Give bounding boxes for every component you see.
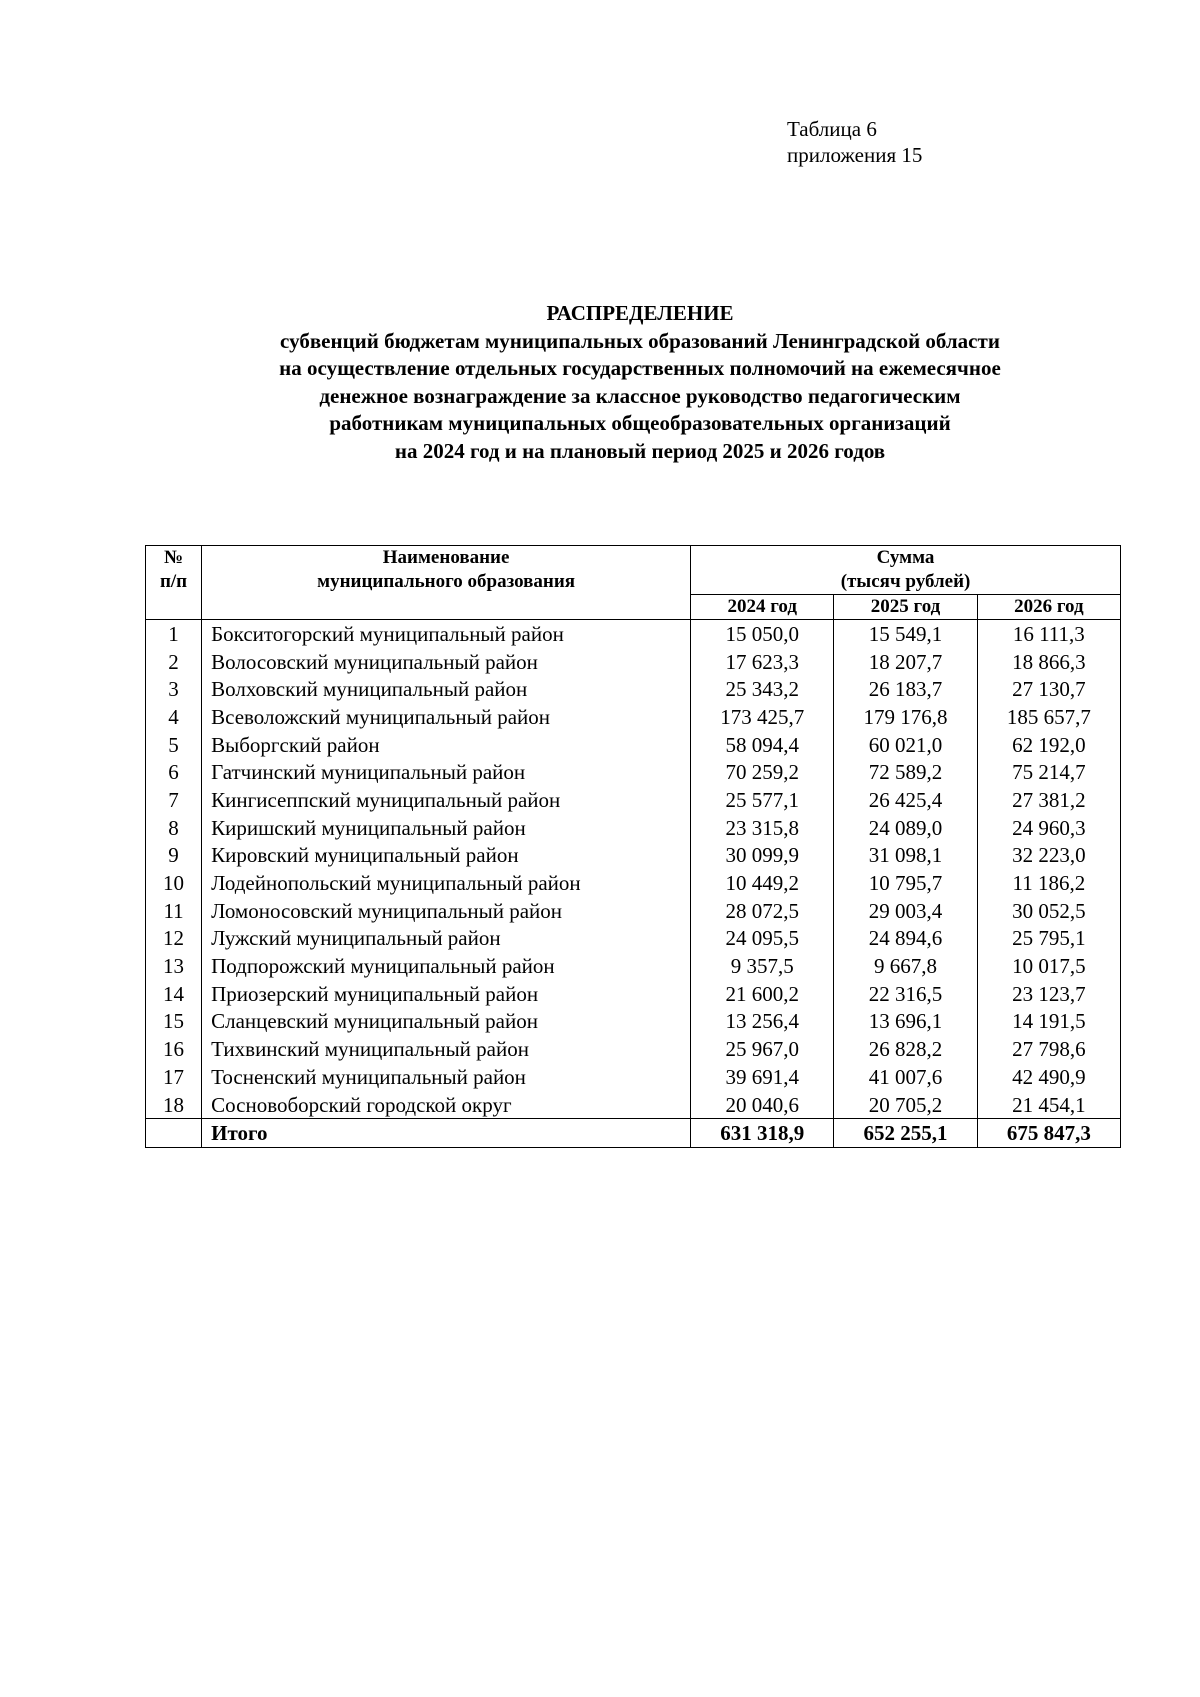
- row-municipality: Гатчинский муниципальный район: [202, 758, 691, 786]
- row-value-2025: 24 894,6: [834, 925, 977, 953]
- row-value-2026: 23 123,7: [977, 980, 1120, 1008]
- row-number: 1: [146, 620, 202, 648]
- table-row: [146, 842, 1121, 870]
- row-value-2025: 18 207,7: [834, 648, 977, 676]
- row-value-2024: 58 094,4: [691, 731, 834, 759]
- row-value-2025: 10 795,7: [834, 869, 977, 897]
- row-value-2026: 11 186,2: [977, 869, 1120, 897]
- row-value-2025: 24 089,0: [834, 814, 977, 842]
- row-value-2026: 30 052,5: [977, 897, 1120, 925]
- row-value-2026: 24 960,3: [977, 814, 1120, 842]
- row-value-2026: 62 192,0: [977, 731, 1120, 759]
- header-name-line-1: Наименование: [382, 547, 510, 568]
- row-value-2025: 26 183,7: [834, 675, 977, 703]
- header-year-2025: 2025 год: [834, 595, 977, 620]
- row-value-2024: 17 623,3: [691, 648, 834, 676]
- row-municipality: Тихвинский муниципальный район: [202, 1035, 691, 1063]
- total-2024: 631 318,9: [691, 1119, 834, 1148]
- title-line-1: субвенций бюджетам муниципальных образований Ленинградской области: [280, 328, 1000, 353]
- row-value-2025: 13 696,1: [834, 1008, 977, 1036]
- row-value-2025: 20 705,2: [834, 1091, 977, 1119]
- row-value-2026: 27 130,7: [977, 675, 1120, 703]
- row-municipality: Всеволожский муниципальный район: [202, 703, 691, 731]
- row-value-2024: 13 256,4: [691, 1008, 834, 1036]
- row-value-2025: 15 549,1: [834, 620, 977, 648]
- row-value-2025: 26 425,4: [834, 786, 977, 814]
- row-value-2025: 72 589,2: [834, 758, 977, 786]
- title-heading: РАСПРЕДЕЛЕНИЕ: [546, 301, 734, 325]
- total-2026: 675 847,3: [977, 1119, 1120, 1148]
- row-value-2024: 15 050,0: [691, 620, 834, 648]
- row-municipality: Приозерский муниципальный район: [202, 980, 691, 1008]
- table-row: [146, 952, 1121, 980]
- row-number: 18: [146, 1091, 202, 1119]
- row-value-2024: 39 691,4: [691, 1063, 834, 1091]
- row-municipality: Киришский муниципальный район: [202, 814, 691, 842]
- row-value-2025: 41 007,6: [834, 1063, 977, 1091]
- row-value-2024: 25 967,0: [691, 1035, 834, 1063]
- row-value-2026: 42 490,9: [977, 1063, 1120, 1091]
- row-number: 11: [146, 897, 202, 925]
- total-row: [146, 1119, 1121, 1148]
- row-municipality: Лужский муниципальный район: [202, 925, 691, 953]
- row-value-2026: 32 223,0: [977, 842, 1120, 870]
- row-municipality: Кингисеппский муниципальный район: [202, 786, 691, 814]
- row-number: 6: [146, 758, 202, 786]
- reference-line-2: приложения 15: [787, 143, 923, 167]
- row-number: 2: [146, 648, 202, 676]
- row-value-2024: 20 040,6: [691, 1091, 834, 1119]
- row-number: 8: [146, 814, 202, 842]
- row-value-2026: 25 795,1: [977, 925, 1120, 953]
- row-number: 5: [146, 731, 202, 759]
- table-row: [146, 1008, 1121, 1036]
- row-value-2025: 60 021,0: [834, 731, 977, 759]
- header-sum: [691, 546, 1121, 595]
- table-total: [146, 1119, 1121, 1148]
- row-value-2025: 179 176,8: [834, 703, 977, 731]
- title-line-2: на осуществление отдельных государственных полномочий на ежемесячное: [279, 356, 1001, 380]
- header-year-2024: 2024 год: [691, 595, 834, 620]
- row-municipality: Сланцевский муниципальный район: [202, 1008, 691, 1036]
- row-value-2024: 30 099,9: [691, 842, 834, 870]
- header-year-2026: 2026 год: [977, 595, 1120, 620]
- row-number: 3: [146, 675, 202, 703]
- row-value-2025: 26 828,2: [834, 1035, 977, 1063]
- row-value-2026: 14 191,5: [977, 1008, 1120, 1036]
- header-number: [146, 546, 202, 620]
- header-sum-line-2: (тысяч рублей): [840, 571, 971, 592]
- row-value-2024: 25 343,2: [691, 675, 834, 703]
- row-number: 17: [146, 1063, 202, 1091]
- table-row: [146, 758, 1121, 786]
- row-municipality: Выборгский район: [202, 731, 691, 759]
- table-row: [146, 1091, 1121, 1119]
- table-row: [146, 703, 1121, 731]
- row-value-2025: 31 098,1: [834, 842, 977, 870]
- row-value-2026: 18 866,3: [977, 648, 1120, 676]
- row-value-2024: 9 357,5: [691, 952, 834, 980]
- row-municipality: Подпорожский муниципальный район: [202, 952, 691, 980]
- header-name: [202, 546, 691, 620]
- row-value-2026: 185 657,7: [977, 703, 1120, 731]
- table-row: [146, 731, 1121, 759]
- table-reference: [787, 116, 922, 168]
- total-label: Итого: [202, 1119, 691, 1148]
- reference-line-1: Таблица 6: [787, 117, 877, 141]
- row-number: 13: [146, 952, 202, 980]
- row-municipality: Сосновоборский городской округ: [202, 1091, 691, 1119]
- row-value-2024: 24 095,5: [691, 925, 834, 953]
- row-value-2026: 10 017,5: [977, 952, 1120, 980]
- row-number: 7: [146, 786, 202, 814]
- row-municipality: Лодейнопольский муниципальный район: [202, 869, 691, 897]
- table-row: [146, 675, 1121, 703]
- row-value-2026: 27 798,6: [977, 1035, 1120, 1063]
- row-municipality: Ломоносовский муниципальный район: [202, 897, 691, 925]
- row-municipality: Бокситогорский муниципальный район: [202, 620, 691, 648]
- header-number-line-2: п/п: [159, 571, 188, 592]
- row-value-2024: 70 259,2: [691, 758, 834, 786]
- row-value-2024: 28 072,5: [691, 897, 834, 925]
- header-number-line-1: №: [164, 547, 184, 568]
- row-number: 16: [146, 1035, 202, 1063]
- total-2025: 652 255,1: [834, 1119, 977, 1148]
- row-value-2026: 21 454,1: [977, 1091, 1120, 1119]
- row-value-2024: 21 600,2: [691, 980, 834, 1008]
- row-value-2024: 173 425,7: [691, 703, 834, 731]
- table-row: [146, 620, 1121, 648]
- row-number: 15: [146, 1008, 202, 1036]
- table-row: [146, 1063, 1121, 1091]
- row-value-2025: 9 667,8: [834, 952, 977, 980]
- row-value-2024: 25 577,1: [691, 786, 834, 814]
- row-value-2025: 29 003,4: [834, 897, 977, 925]
- row-number: 9: [146, 842, 202, 870]
- table-row: [146, 648, 1121, 676]
- row-number: 12: [146, 925, 202, 953]
- table-row: [146, 897, 1121, 925]
- document-title: [140, 300, 1140, 465]
- total-number: [146, 1119, 202, 1148]
- table-row: [146, 925, 1121, 953]
- title-line-4: работникам муниципальных общеобразовательных организаций: [329, 411, 951, 435]
- row-value-2025: 22 316,5: [834, 980, 977, 1008]
- row-municipality: Тосненский муниципальный район: [202, 1063, 691, 1091]
- header-name-line-2: муниципального образования: [317, 571, 576, 592]
- title-line-3: денежное вознаграждение за классное руководство педагогическим: [319, 383, 961, 408]
- table-row: [146, 814, 1121, 842]
- table-row: [146, 786, 1121, 814]
- table-row: [146, 869, 1121, 897]
- distribution-table: [145, 545, 1121, 1148]
- table-row: [146, 1035, 1121, 1063]
- row-value-2024: 10 449,2: [691, 869, 834, 897]
- table-row: [146, 980, 1121, 1008]
- row-municipality: Волховский муниципальный район: [202, 675, 691, 703]
- header-sum-line-1: Сумма: [876, 547, 935, 568]
- row-municipality: Волосовский муниципальный район: [202, 648, 691, 676]
- row-number: 4: [146, 703, 202, 731]
- table-body: [146, 620, 1121, 1119]
- row-value-2024: 23 315,8: [691, 814, 834, 842]
- table-header: [146, 546, 1121, 620]
- row-value-2026: 16 111,3: [977, 620, 1120, 648]
- row-number: 14: [146, 980, 202, 1008]
- row-value-2026: 27 381,2: [977, 786, 1120, 814]
- row-value-2026: 75 214,7: [977, 758, 1120, 786]
- row-municipality: Кировский муниципальный район: [202, 842, 691, 870]
- title-line-5: на 2024 год и на плановый период 2025 и 2026 годов: [394, 438, 886, 463]
- row-number: 10: [146, 869, 202, 897]
